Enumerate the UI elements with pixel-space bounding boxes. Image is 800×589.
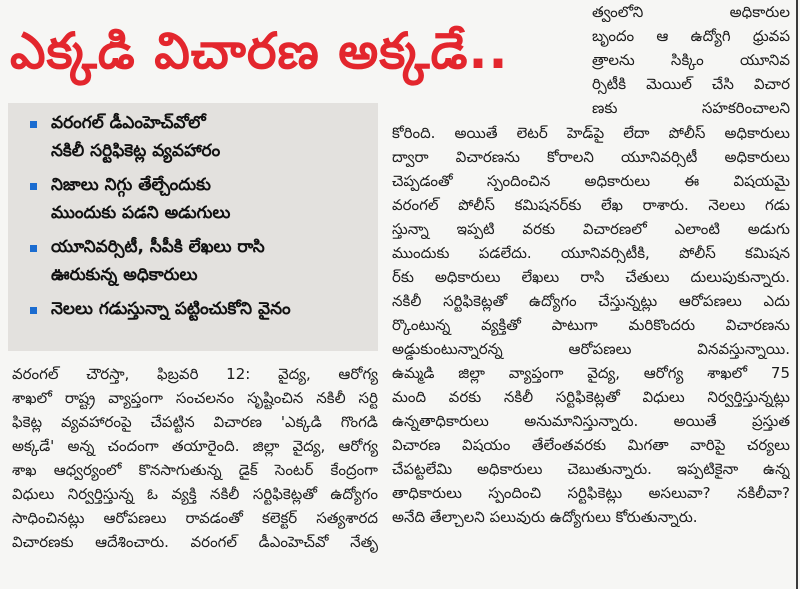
article-line: ర్సిటీకి మెయిల్ చేసి విచార (592, 75, 790, 93)
article-right-column (392, 121, 790, 529)
highlight-item (30, 171, 368, 227)
highlight-line: నెలలు గడుస్తున్నా పట్టించుకోని వైనం (51, 299, 291, 319)
article-right-top-column (592, 0, 790, 120)
article-line: వరంగల్ చౌరస్తా, ఫిబ్రవరి 12: వైద్య, ఆరోగ్య (12, 365, 378, 383)
highlight-item (30, 295, 368, 323)
article-line: అడ్డుకుంటున్నారన్న ఆరోపణలు వినవస్తున్నాయి. (392, 340, 790, 358)
article-line: వరంగల్ పోలీస్ కమిషనర్‌కు లేఖ రాశారు. నెలలు గడు (392, 196, 790, 214)
highlight-line: యూనివర్సిటీ, సీపీకి లేఖలు రాసి (51, 237, 265, 257)
article-line: మంది వరకు నకిలీ సర్టిఫికెట్లతో విధులు నిర్వర్తిస్తున్నట్లు (392, 388, 790, 406)
article-left-column (12, 362, 378, 554)
article-line: త్వంలోని అధికారుల (592, 3, 790, 21)
article-line: ణకు సహకరించాలని (592, 99, 790, 117)
article-line: నకిలీ సర్టిఫికెట్లతో ఉద్యోగం చేస్తున్నట్లు ఆరోపణలు ఎదు (392, 292, 790, 310)
article-line: అక్కడే' అన్న చందంగా తయారైంది. జిల్లా వైద్య, ఆరోగ్య (12, 437, 378, 455)
square-bullet-icon (30, 307, 37, 314)
square-bullet-icon (30, 183, 37, 190)
highlight-line: ఊరుకున్న అధికారులు (51, 265, 198, 285)
article-line: శాఖ ఆధ్వర్యంలో కొనసాగుతున్న డైక్ సెంటర్ కేంద్రంగా (12, 461, 378, 479)
article-line: తాధికారులు స్పందించి సర్టిఫికెట్లు అసలువా? నకిలీవా? (392, 484, 790, 502)
article-line: స్తున్నా ఇప్పటి వరకు విచారణలో ఎలాంటి అడుగు (392, 220, 790, 238)
article-line: ఉన్నతాధికారులు అనుమానిస్తున్నారు. అయితే ప్రస్తుత (392, 412, 790, 430)
article-line: బృందం ఆ ఉద్యోగి ధ్రువప (592, 27, 790, 45)
square-bullet-icon (30, 121, 37, 128)
highlight-item (30, 233, 368, 289)
article-line: ద్వారా విచారణను కోరాలని యూనివర్సిటీ అధికారులు (392, 148, 790, 166)
article-line: విచారణకు ఆదేశించారు. వరంగల్ డీఎంహెచ్‌వో నేతృ (12, 533, 378, 551)
highlight-line: వరంగల్ డీఎంహెచ్‌వోలో (51, 113, 206, 133)
highlights-box (8, 103, 378, 351)
article-line: త్రాలను సిక్కిం యూనివ (592, 51, 790, 69)
article-line: విచారణ విషయం తేలేంతవరకు మిగతా వారిపై చర్యలు (392, 436, 790, 454)
article-line: ర్‌కు అధికారులు లేఖలు రాసి చేతులు దులుపుకున్నారు. (392, 268, 790, 286)
article-line: ఫికెట్ల వ్యవహారంపై చేపట్టిన విచారణ 'ఎక్కడి గొంగడి (12, 413, 378, 431)
highlight-line: నకిలీ సర్టిఫికెట్ల వ్యవహారం (51, 141, 221, 161)
article-line: అనేది తేల్చాలని పలువురు ఉద్యోగులు కోరుతున్నారు. (392, 508, 698, 526)
article-line: విధులు నిర్వర్తిస్తున్న ఓ వ్యక్తి నకిలీ సర్టిఫికెట్లతో ఉద్యోగం (12, 485, 378, 503)
article-line: ఉమ్మడి జిల్లా వ్యాప్తంగా వైద్య, ఆరోగ్య శాఖలో 75 (392, 364, 790, 382)
article-line: ర్కొంటున్న వ్యక్తితో పాటుగా మరికొందరు విచారణను (392, 316, 790, 334)
column-divider (796, 0, 798, 589)
highlight-line: నిజాలు నిగ్గు తేల్చేందుకు (51, 175, 211, 195)
square-bullet-icon (30, 245, 37, 252)
article-line: చెప్పడంతో స్పందించిన అధికారులు ఈ విషయమై (392, 172, 790, 190)
article-line: కోరింది. అయితే లెటర్ హెడ్‌పై లేదా పోలీస్ అధికారులు (392, 124, 790, 142)
highlight-item (30, 109, 368, 165)
highlight-line: ముందుకు పడని అడుగులు (51, 203, 231, 223)
article-line: సాధించినట్లు ఆరోపణలు రావడంతో కలెక్టర్ సత్యశారద (12, 509, 378, 527)
article-line: శాఖలో రాష్ట్ర వ్యాప్తంగా సంచలనం సృష్టించిన నకిలీ సర్టి (12, 389, 378, 407)
headline: ఎక్కడి విచారణ అక్కడే.. (10, 22, 509, 80)
article-line: చేపట్టలేమి అధికారులు చెబుతున్నారు. ఇప్పటికైనా ఉన్న (392, 460, 790, 478)
article-line: ముందుకు పడలేదు. యూనివర్సిటీకి, పోలీస్ కమిషన (392, 244, 790, 262)
